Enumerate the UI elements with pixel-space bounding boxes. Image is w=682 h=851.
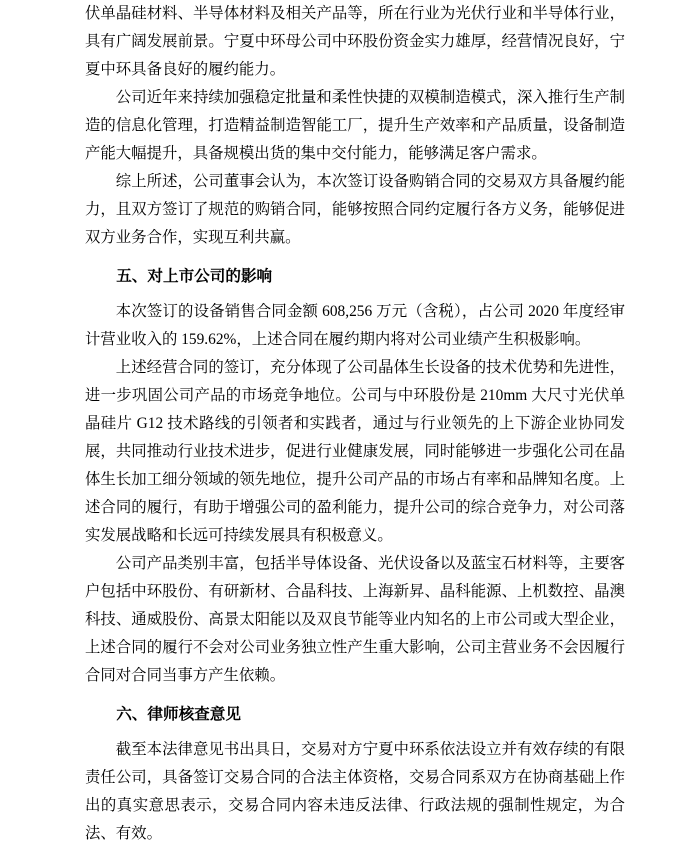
paragraph-product-categories-customers: 公司产品类别丰富，包括半导体设备、光伏设备以及蓝宝石材料等，主要客户包括中环股份、有研新材、合晶科技、上海新昇、晶科能源、上机数控、晶澳科技、通威股份、高景太阳能以及双良节能等业内知名的上市公司或大型企业，上述合同的履行不会对公司业务独立性产生重大影响，公司主营业务不会因履行合同对合同当事方产生依赖。 [85, 555, 625, 684]
paragraph-performance-capability: 伏单晶硅材料、半导体材料及相关产品等，所在行业为光伏行业和半导体行业，具有广阔发展前景。宁夏中环母公司中环股份资金实力雄厚，经营情况良好，宁夏中环具备良好的履约能力。 [85, 5, 625, 78]
section-heading-impact-on-listed-company: 五、对上市公司的影响 [116, 268, 273, 285]
paragraph-technology-advantage: 上述经营合同的签订，充分体现了公司晶体生长设备的技术优势和先进性，进一步巩固公司产品的市场竞争地位。公司与中环股份是 210mm 大尺寸光伏单晶硅片 G12 技术路线的引领者和实践者，通过与行业领先的上下游企业协同发展，共同推动行业技术进步，促进行业健康发展，同时能够进一步强化公司在晶体生长加工细分领域的领先地位，提升公司产品的市场占有率和品牌知名度。上述合同的履行，有助于增强公司的盈利能力，提升公司的综合竞争力，对公司落实发展战略和长远可持续发展具有积极意义。 [85, 359, 625, 544]
paragraph-contract-amount: 本次签订的设备销售合同金额 608,256 万元（含税），占公司 2020 年度经审计营业收入的 159.62%，上述合同在履约期内将对公司业绩产生积极影响。 [85, 303, 625, 348]
section-heading-lawyer-opinion: 六、律师核查意见 [116, 706, 241, 723]
paragraph-board-conclusion: 综上所述，公司董事会认为，本次签订设备购销合同的交易双方具备履约能力，且双方签订了规范的购销合同，能够按照合同约定履行各方义务，能够促进双方业务合作，实现互利共赢。 [85, 173, 625, 246]
paragraph-legal-opinion: 截至本法律意见书出具日，交易对方宁夏中环系依法设立并有效存续的有限责任公司，具备签订交易合同的合法主体资格，交易合同系双方在协商基础上作出的真实意思表示，交易合同内容未违反法律、行政法规的强制性规定，为合法、有效。 [85, 741, 625, 842]
paragraph-manufacturing-mode: 公司近年来持续加强稳定批量和柔性快捷的双模制造模式，深入推行生产制造的信息化管理，打造精益制造智能工厂，提升生产效率和产品质量，设备制造产能大幅提升，具备规模出货的集中交付能力，能够满足客户需求。 [85, 89, 625, 162]
